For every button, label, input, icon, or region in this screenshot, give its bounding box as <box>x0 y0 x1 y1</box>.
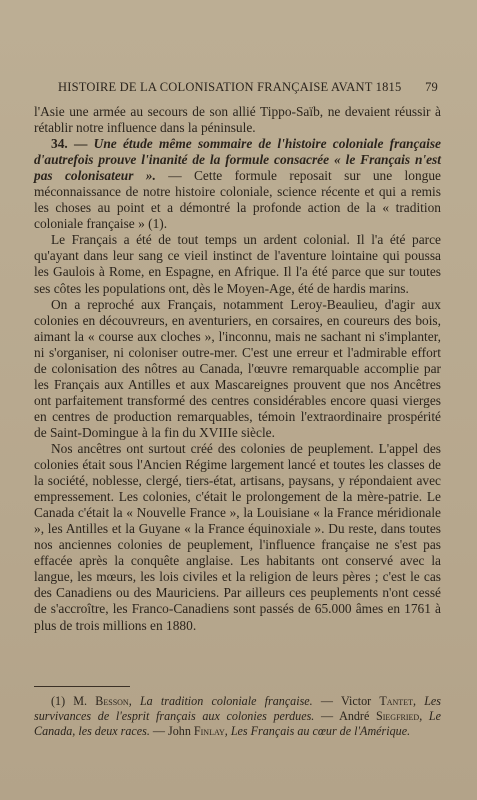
footnote-separator: — Victor <box>312 694 380 708</box>
page-number: 79 <box>425 80 438 94</box>
paragraph-continuation: l'Asie une armée au secours de son allié Tippo-Saïb, ne devaient réussir à rétablir notre influence dans la péninsule. <box>34 104 441 136</box>
section-34-paragraph <box>34 136 441 232</box>
paragraph: Le Français a été de tout temps un ardent colonial. Il l'a été parce qu'ayant dans leur sang ce vieil instinct de l'aventure lointaine qui poussa les Gaulois à Rome, en Espagne, en Afrique. Il l'a été parce que sur toutes ses côtes les populations ont, dès le Moyen-Age, été de hardis marins. <box>34 232 441 296</box>
footnote-divider <box>34 686 130 687</box>
footnote-1 <box>34 694 441 740</box>
section-heading: Une étude même sommaire de l'histoire coloniale française d'autrefois prouve l'inanité de la formule consacrée « le Français n'est pas colonisateur ». <box>34 136 441 184</box>
footnote-work-title: , Les survivances de l'esprit français aux colonies perdues. <box>34 694 441 724</box>
footnote-marker: (1) M. <box>51 694 96 708</box>
footnote-work-title: , Les Français au cœur de l'Amérique. <box>224 724 411 739</box>
paragraph: On a reproché aux Français, notamment Leroy-Beaulieu, d'agir aux colonies en découvreurs, en aventuriers, en corsaires, en coureurs des bois, aimant la « course aux cloches », l'inconnu, mais ne sachant ni s'implanter, ni s'organiser, ni coloniser outre-mer. C'est une erreur et l'admirable effort de colonisation des nôtres au Canada, l'œuvre remarquable accomplie par les Français aux Antilles et aux Mascareignes prouvent que nos Ancêtres ont parfaitement transformé des centres considérables encore quasi vierges en centres de production remarquables, témoin l'extraordinaire prospérité de Saint-Domingue à la fin du XVIIIe siècle. <box>34 296 441 440</box>
footnote-work-title: , La tradition coloniale française. <box>128 694 313 708</box>
running-title: HISTOIRE DE LA COLONISATION FRANÇAISE AVANT 1815 <box>58 80 402 94</box>
running-header <box>58 80 438 95</box>
section-body: — Cette formule reposait sur une longue méconnaissance de notre histoire coloniale, science récente et qui a remis les choses au point et a démontré la profonde action de la « tradition coloniale française » (1). <box>34 168 441 232</box>
section-number: 34. — <box>51 136 88 152</box>
footnote-author: Besson <box>95 694 129 708</box>
footnote-author: Finlay <box>193 724 225 739</box>
footnotes <box>34 694 441 740</box>
footnote-separator: — André <box>314 709 377 724</box>
main-text <box>34 104 441 634</box>
footnote-separator: — John <box>149 724 194 739</box>
footnote-author: Tantet <box>379 694 413 708</box>
paragraph: Nos ancêtres ont surtout créé des colonies de peuplement. L'appel des colonies était sous l'Ancien Régime largement lancé et toutes les classes de la société, noblesse, clergé, tiers-état, artisans, paysans, y répondaient avec empressement. Les colonies, c'était le prolongement de la mère-patrie. Le Canada c'était la « Nouvelle France », la Louisiane « la France méridionale », les Antilles et la Guyane « la France équinoxiale ». Du reste, dans toutes nos anciennes colonies de peuplement, l'influence française ne s'est pas effacée après la conquête anglaise. Les habitants ont conservé avec la langue, les mœurs, les lois civiles et la religion de leurs pères ; c'est le cas des Canadiens ou des Mauriciens. Par ailleurs ces peuplements n'ont cessé de s'accroître, les Franco-Canadiens sont passés de 65.000 âmes en 1761 à plus de trois millions en 1880. <box>34 440 441 633</box>
footnote-work-title: , Le Canada, les deux races. <box>34 709 441 739</box>
footnote-author: Siegfried <box>376 709 420 724</box>
